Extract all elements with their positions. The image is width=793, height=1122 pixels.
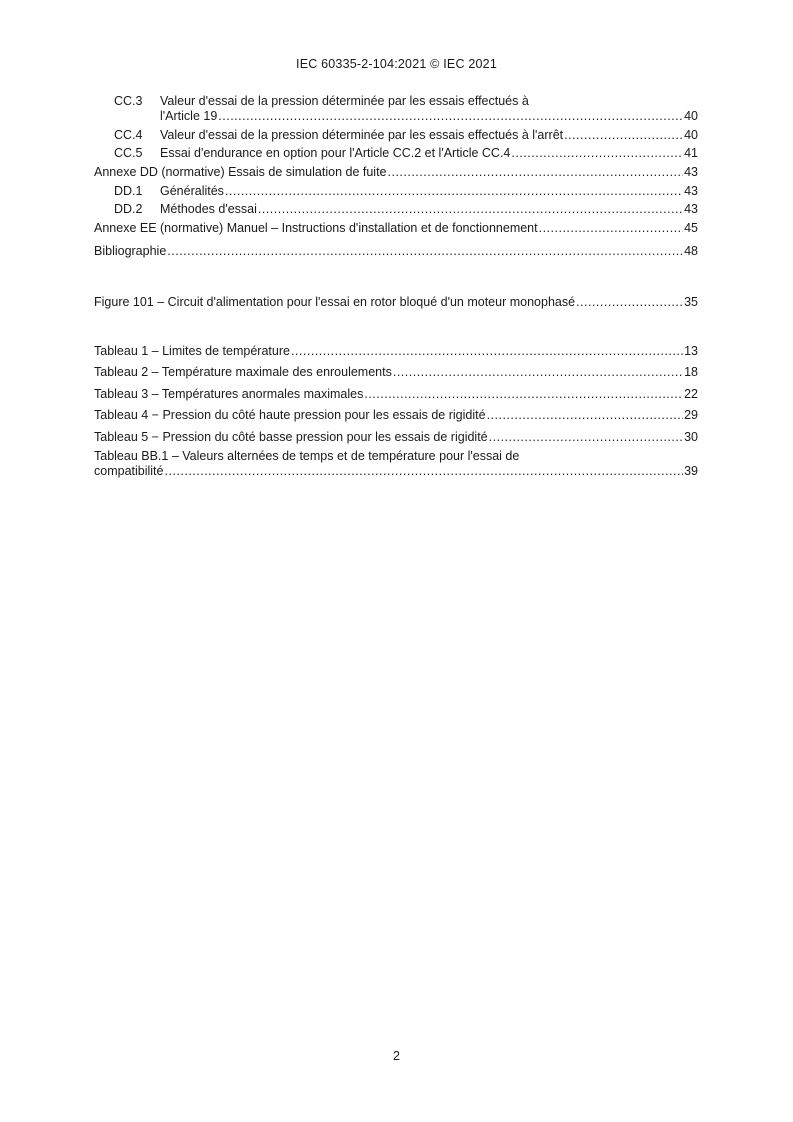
table-entry-2[interactable] (94, 358, 698, 380)
table-entry-title: Tableau 3 – Températures anormales maximales (94, 386, 364, 401)
leader-dots (218, 109, 683, 123)
page-header: IEC 60335-2-104:2021 © IEC 2021 (296, 57, 497, 71)
toc-entry-title: Bibliographie (94, 244, 167, 259)
table-entry-title: Tableau 2 – Température maximale des enroulements (94, 365, 392, 379)
toc-entry-title: Essai d'endurance en option pour l'Article CC.2 et l'Article CC.4 (160, 146, 511, 161)
toc-entry-page: 40 (684, 127, 698, 142)
toc-entry-page: 45 (684, 221, 698, 236)
toc-entry-dd1[interactable] (94, 179, 698, 198)
table-entry-bb1[interactable] (94, 449, 698, 478)
table-entry-title: Tableau 5 − Pression du côté basse pression pour les essais de rigidité (94, 429, 488, 444)
table-entry-page: 22 (684, 386, 698, 401)
toc-entry-cc3[interactable] (94, 94, 698, 123)
toc-entry-page: 43 (684, 165, 698, 180)
toc-entry-cc4[interactable] (94, 123, 698, 142)
table-entry-page: 39 (684, 463, 698, 478)
toc-entry-number: DD.1 (114, 183, 143, 198)
toc-entry-annex-ee[interactable] (94, 216, 698, 235)
toc-entry-cc5[interactable] (94, 142, 698, 161)
leader-dots (564, 128, 683, 142)
toc-entry-title: Annexe DD (normative) Essais de simulation de fuite (94, 165, 387, 180)
list-of-tables (94, 336, 698, 478)
leader-dots (393, 365, 683, 379)
toc-entry-page: 43 (684, 202, 698, 217)
leader-dots (539, 221, 683, 235)
leader-dots (487, 408, 684, 422)
leader-dots (258, 202, 683, 216)
toc-annex-list (94, 94, 698, 258)
table-entry-title: Tableau 1 – Limites de température (94, 343, 290, 358)
toc-entry-bibliographie[interactable] (94, 235, 698, 258)
table-entry-page: 29 (684, 408, 698, 422)
table-entry-title: Tableau 4 − Pression du côté haute pression pour les essais de rigidité (94, 408, 486, 422)
leader-dots (364, 387, 683, 401)
table-entry-title: Tableau BB.1 – Valeurs alternées de temps et de température pour l'essai de (94, 448, 520, 463)
figure-entry-page: 35 (684, 294, 698, 309)
table-entry-title-cont: compatibilité (94, 463, 164, 478)
figure-entry-101[interactable] (94, 290, 698, 309)
toc-entry-title: Valeur d'essai de la pression déterminée par les essais effectués à (160, 94, 529, 108)
table-entry-page: 18 (684, 365, 698, 379)
toc-entry-annex-dd[interactable] (94, 160, 698, 179)
leader-dots (489, 430, 683, 444)
toc-entry-page: 40 (684, 109, 698, 123)
toc-entry-page: 48 (684, 244, 698, 259)
toc-entry-title: Valeur d'essai de la pression déterminée par les essais effectués à l'arrêt (160, 127, 564, 142)
leader-dots (576, 295, 683, 309)
leader-dots (291, 344, 683, 358)
table-entry-1[interactable] (94, 336, 698, 358)
table-entry-page: 13 (684, 343, 698, 358)
leader-dots (225, 184, 683, 198)
table-entry-5[interactable] (94, 422, 698, 444)
table-entry-4[interactable] (94, 401, 698, 423)
toc-entry-number: CC.5 (114, 146, 143, 161)
leader-dots (511, 146, 683, 160)
toc-entry-title-cont: l'Article 19 (160, 109, 218, 123)
toc-entry-number: CC.4 (114, 127, 143, 142)
list-of-figures (94, 290, 698, 309)
toc-entry-number: DD.2 (114, 202, 143, 217)
toc-entry-page: 41 (684, 146, 698, 161)
table-entry-page: 30 (684, 429, 698, 444)
toc-entry-title: Généralités (160, 183, 224, 198)
page-number: 2 (393, 1049, 400, 1063)
figure-entry-title: Figure 101 – Circuit d'alimentation pour l'essai en rotor bloqué d'un moteur monophasé (94, 294, 576, 309)
leader-dots (388, 165, 684, 179)
toc-entry-title: Méthodes d'essai (160, 202, 257, 217)
leader-dots (167, 244, 683, 258)
table-entry-3[interactable] (94, 379, 698, 401)
toc-entry-dd2[interactable] (94, 198, 698, 217)
toc-entry-number: CC.3 (114, 94, 143, 108)
toc-entry-page: 43 (684, 183, 698, 198)
leader-dots (164, 464, 683, 478)
toc-entry-title: Annexe EE (normative) Manuel – Instructions d'installation et de fonctionnement (94, 221, 538, 236)
